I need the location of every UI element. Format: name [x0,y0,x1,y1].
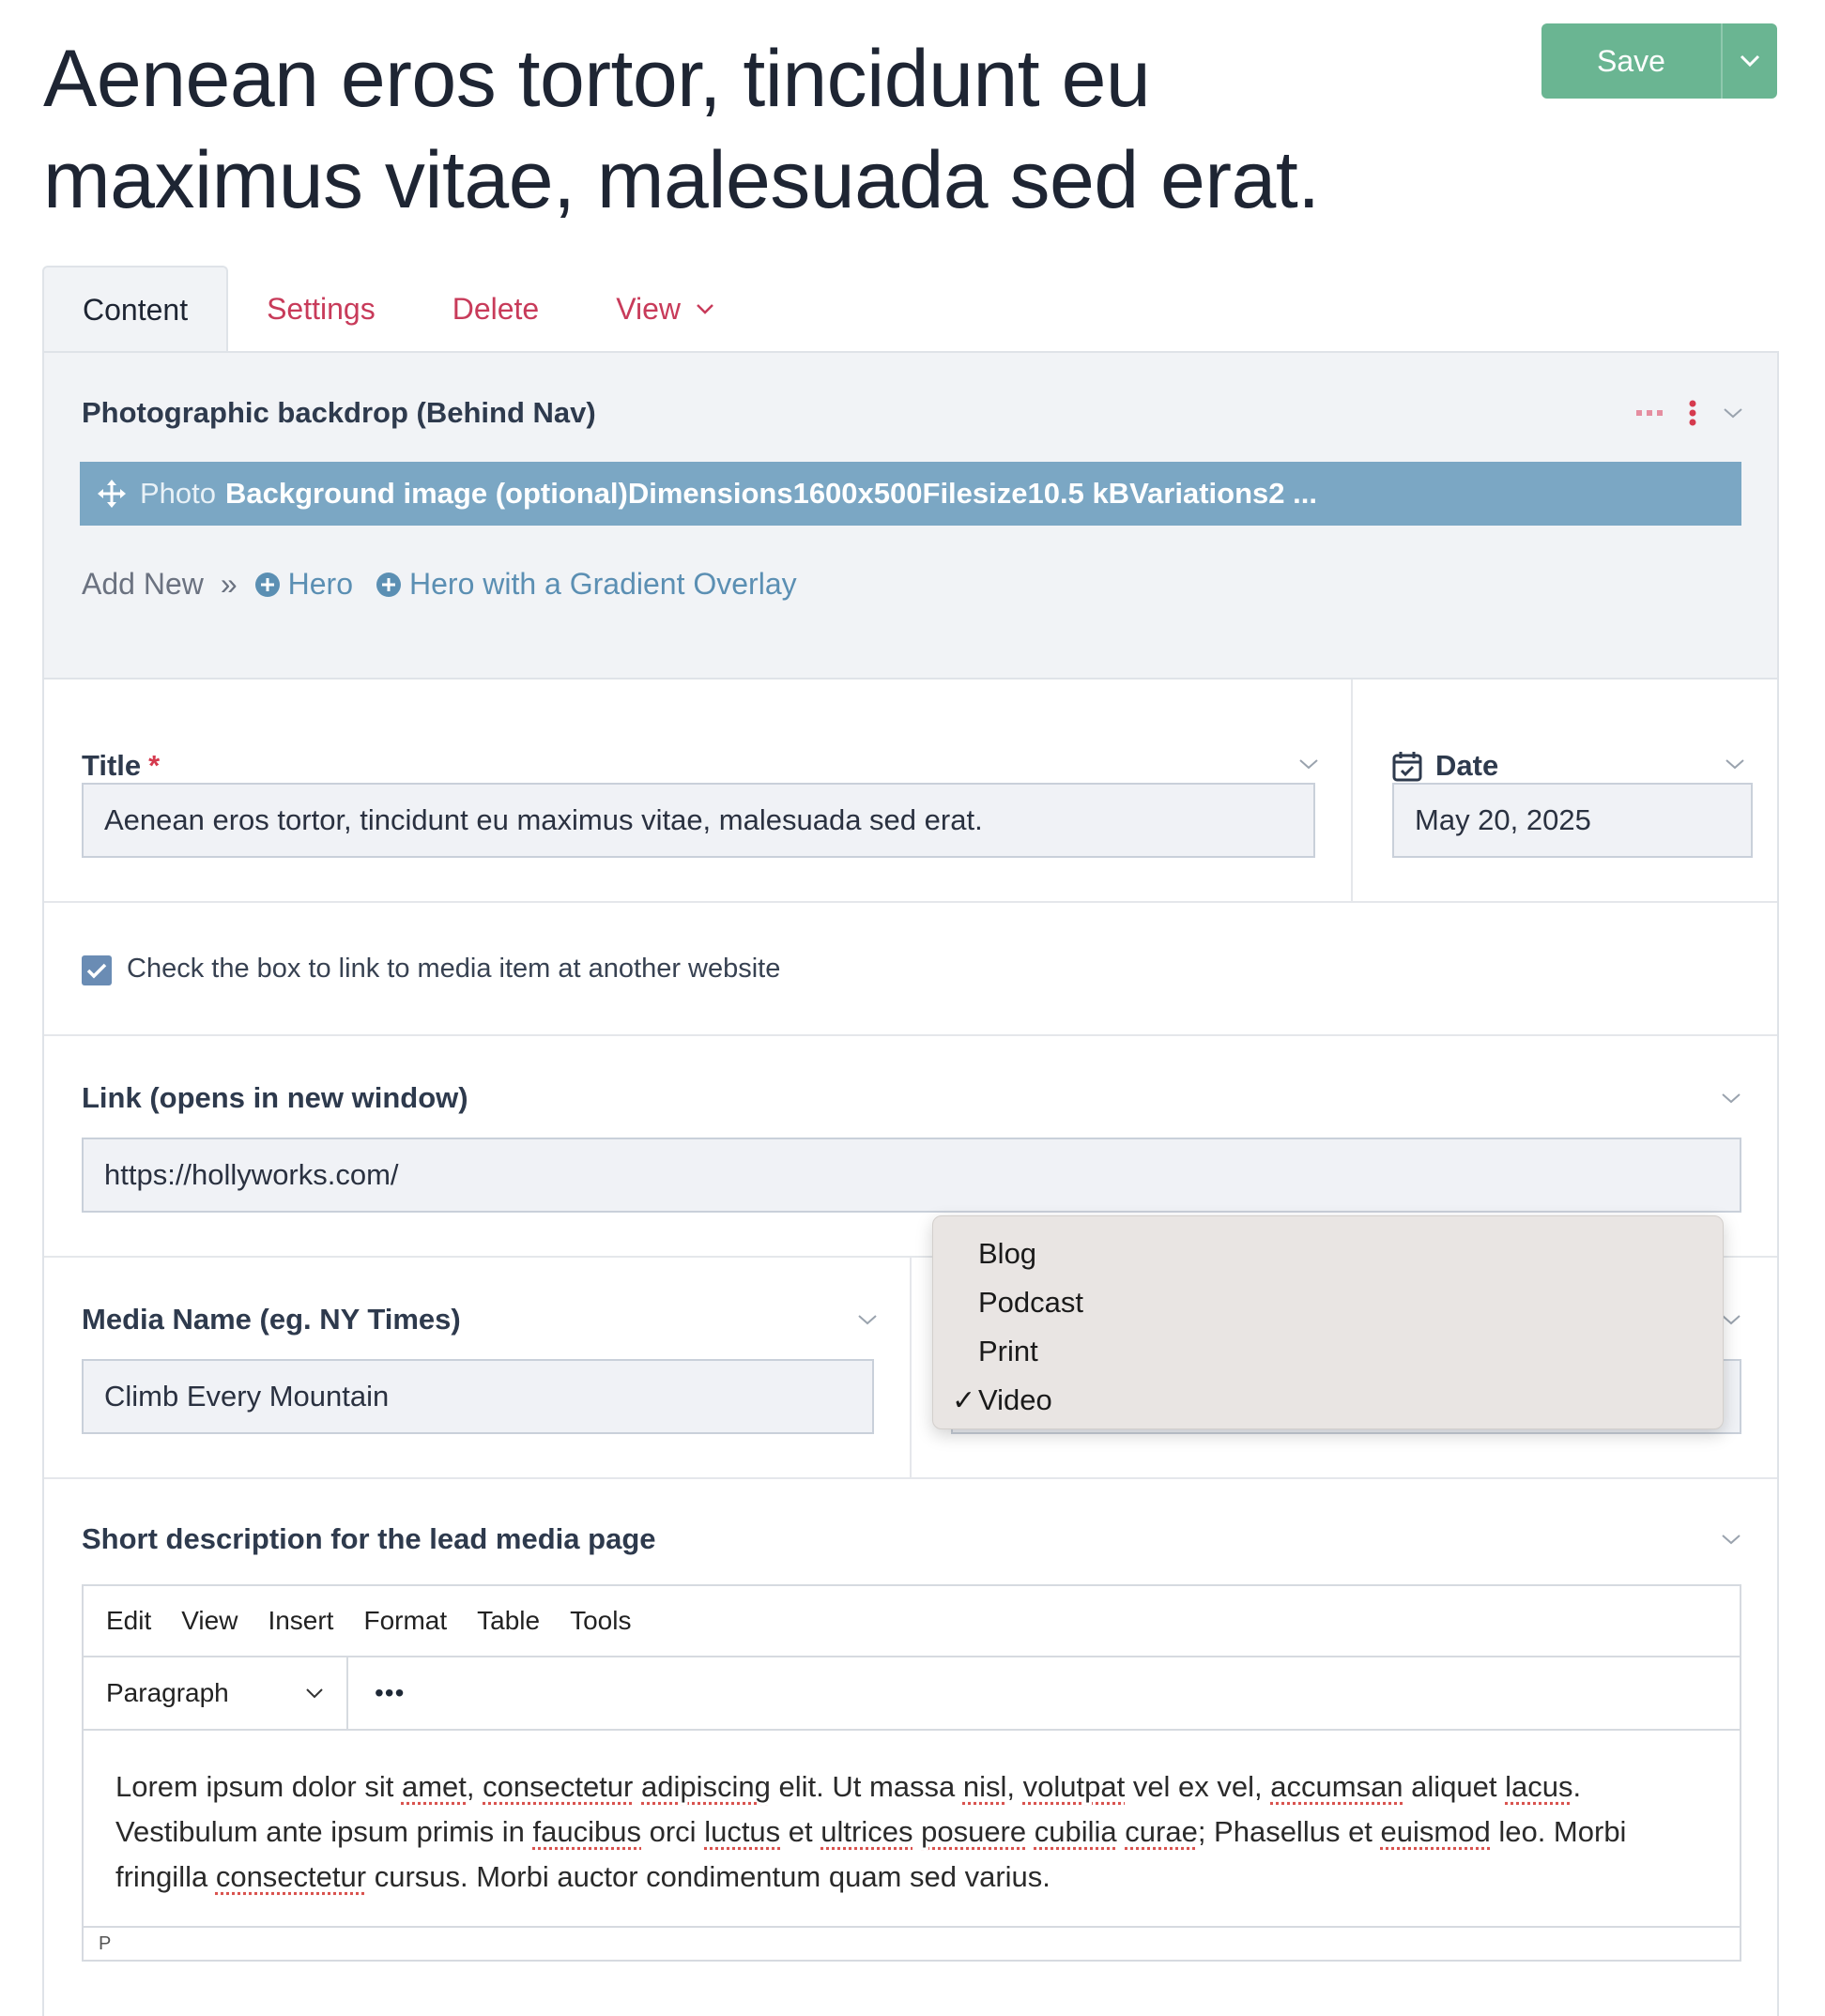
short-description-label: Short description for the lead media page [82,1522,656,1555]
menu-tools[interactable]: Tools [570,1606,632,1635]
media-type-dropdown [932,1215,1724,1429]
tab-settings[interactable] [228,266,414,352]
add-hero-gradient-button[interactable] [376,567,797,602]
external-link-checkbox[interactable] [82,955,112,985]
chevron-down-icon [1740,54,1760,68]
add-hero-gradient-label: Hero with a Gradient Overlay [409,567,797,601]
tab-delete[interactable] [414,266,578,352]
rich-text-editor [82,1584,1741,1962]
plus-circle-icon [376,572,402,598]
chevron-down-icon[interactable] [1725,758,1745,770]
short-description-row [44,1479,1777,2016]
option-blog[interactable] [933,1229,1723,1278]
title-label-text: Title [82,749,142,782]
link-label: Link (opens in new window) [82,1081,468,1114]
media-name-input[interactable]: Climb Every Mountain [82,1359,874,1434]
tab-label: Settings [267,291,376,326]
backdrop-tools [1636,400,1743,426]
chevron-down-icon[interactable] [1298,758,1319,770]
editor-toolbar [84,1657,1740,1731]
backdrop-photo-item[interactable] [80,462,1741,526]
content-panel [42,351,1779,2016]
add-hero-button[interactable] [254,567,353,602]
tab-bar [42,266,753,352]
chevron-down-icon[interactable] [1723,407,1743,419]
horizontal-dots-icon[interactable] [1636,409,1663,417]
save-options-button[interactable] [1723,23,1777,99]
menu-edit[interactable]: Edit [106,1606,152,1635]
block-format-value: Paragraph [106,1678,229,1707]
save-button-group [1541,23,1777,99]
chevron-down-icon[interactable] [857,1314,878,1325]
option-label: Video [978,1383,1052,1416]
calendar-check-icon [1392,750,1422,782]
block-format-select[interactable] [84,1657,348,1729]
media-name-label: Media Name (eg. NY Times) [82,1303,461,1336]
title-date-row [44,680,1777,903]
page-title: Aenean eros tortor, tincidunt eu maximus vitae, malesuada sed erat. [43,34,1320,225]
option-podcast[interactable] [933,1278,1723,1327]
checkmark-icon [85,961,108,980]
tab-label: Delete [452,291,540,326]
option-label: Print [978,1335,1038,1367]
chevron-down-icon [305,1688,324,1699]
chevron-down-icon[interactable] [1721,1092,1741,1104]
editor-menubar [84,1586,1740,1657]
chevron-down-icon[interactable] [1721,1314,1741,1325]
option-label: Blog [978,1237,1037,1270]
menu-view[interactable]: View [181,1606,238,1635]
tab-content[interactable] [42,266,228,353]
tab-label: Content [83,293,189,327]
date-field [1355,680,1777,901]
date-label [1392,749,1498,783]
link-input[interactable]: https://hollyworks.com/ [82,1138,1741,1213]
menu-table[interactable]: Table [477,1606,541,1635]
external-link-label: Check the box to link to media item at another website [127,954,781,984]
checkmark-icon: ✓ [952,1384,976,1416]
option-print[interactable] [933,1327,1723,1376]
title-label [82,749,160,783]
more-tools-button[interactable]: ••• [375,1678,406,1707]
plus-circle-icon [254,572,281,598]
photo-item-description: Background image (optional)Dimensions1600x500Filesize10.5 kBVariations2 ... [225,477,1317,510]
menu-insert[interactable]: Insert [268,1606,334,1635]
title-input[interactable]: Aenean eros tortor, tincidunt eu maximus vitae, malesuada sed erat. [82,783,1315,858]
editor-statusbar: P [99,1932,112,1954]
photo-item-type: Photo [140,477,217,510]
chevron-down-icon [696,303,714,314]
title-field [44,680,1353,901]
date-label-text: Date [1435,749,1499,782]
tab-label: View [616,291,681,326]
date-input[interactable]: May 20, 2025 [1392,783,1753,858]
media-name-field [44,1258,912,1477]
backdrop-title: Photographic backdrop (Behind Nav) [82,396,596,429]
backdrop-block [44,353,1777,680]
save-button[interactable]: Save [1541,23,1723,99]
tab-view[interactable] [577,266,753,352]
vertical-dots-icon[interactable] [1689,400,1696,426]
option-video[interactable] [933,1376,1723,1425]
editor-content[interactable]: Lorem ipsum dolor sit amet, consectetur adipiscing elit. Ut massa nisl, volutpat vel ex vel, accumsan aliquet lacus. Vestibulum ante ipsum primis in faucibus orci luctus et ultrices posuere cubilia curae; Phasellus et euismod leo. Morbi fringilla consectetur cursus. Morbi auctor condimentum quam sed varius. [84,1731,1740,1928]
add-hero-label: Hero [287,567,353,601]
double-chevron-right-icon: » [220,567,238,601]
move-icon[interactable] [97,479,127,509]
external-link-row [44,903,1777,1036]
add-new-label: Add New [82,567,204,601]
option-label: Podcast [978,1286,1084,1319]
chevron-down-icon[interactable] [1721,1534,1741,1545]
add-new-bar [82,567,820,602]
menu-format[interactable]: Format [363,1606,448,1635]
required-mark: * [148,749,161,782]
